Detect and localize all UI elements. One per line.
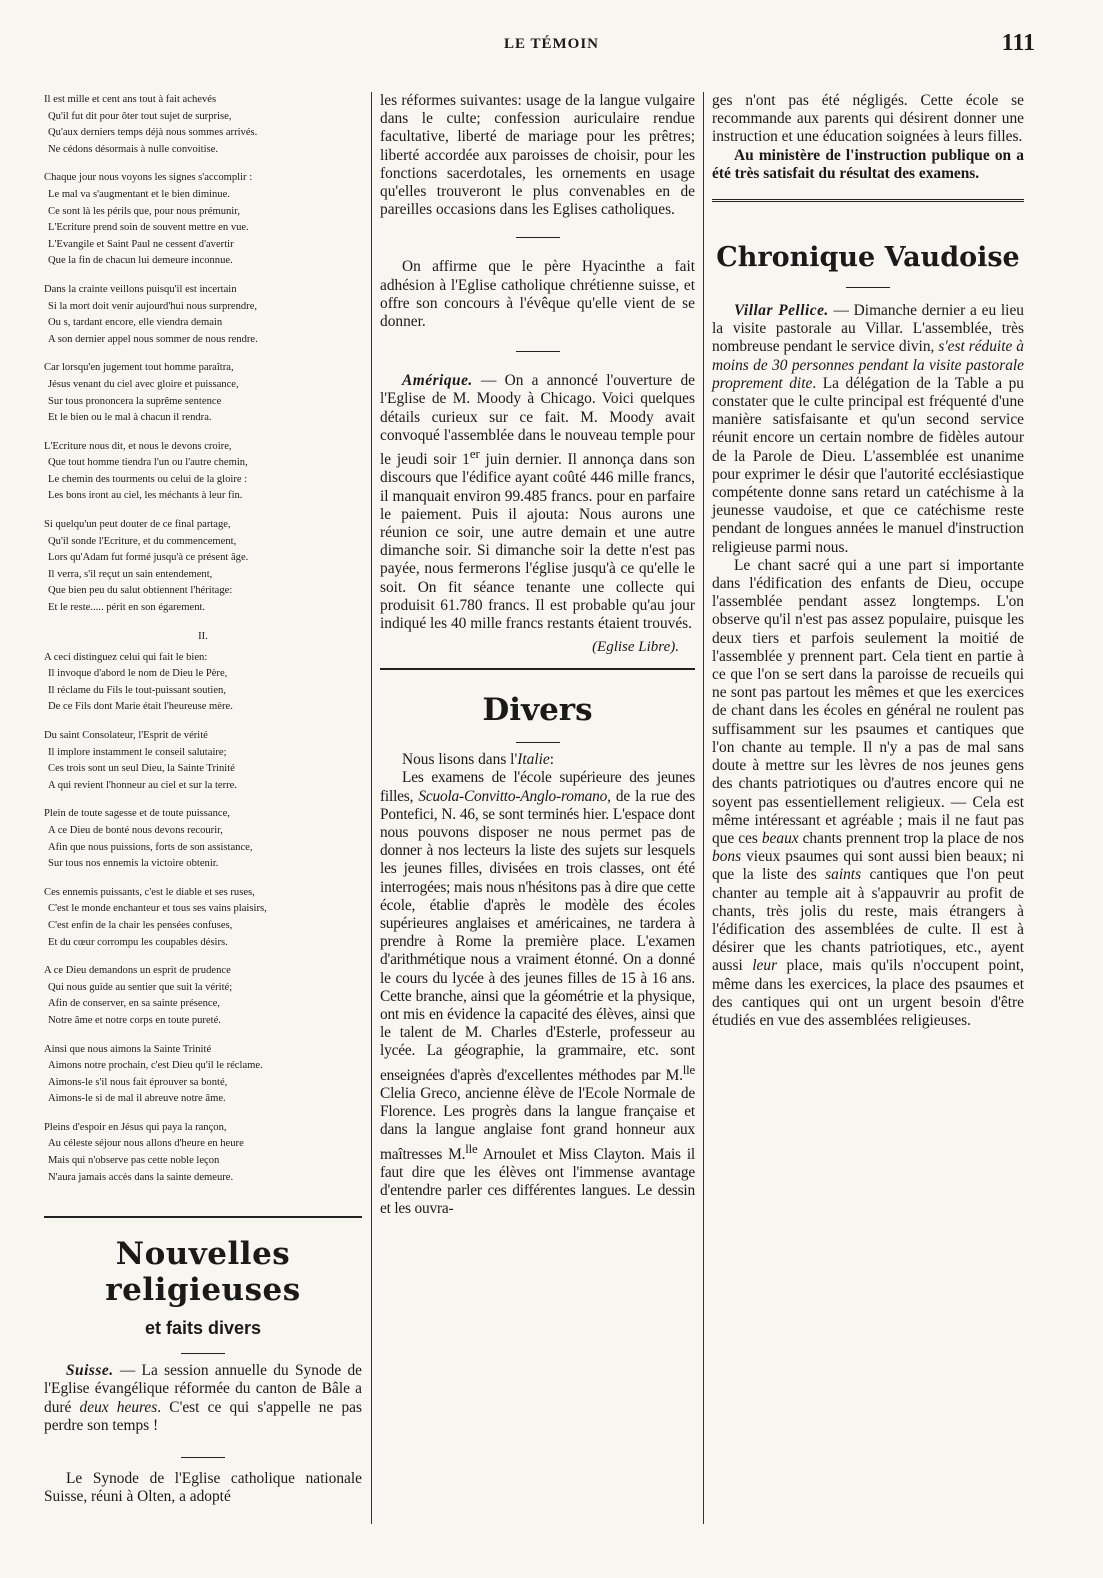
divers-text-c: Clelia Greco, ancienne élève de l'Ecole Normale de Florence. Les progrès dans la langue française et dans la langue anglaise font grand honneur aux maîtresses M. xyxy=(380,1084,695,1163)
poem-part-one xyxy=(44,92,362,617)
poem-line: Notre âme et notre corps en toute pureté. xyxy=(48,1014,221,1026)
short-rule xyxy=(181,1353,225,1354)
poem-stanza xyxy=(44,170,362,270)
poem-stanza xyxy=(44,92,362,158)
poem-line: Jésus venant du ciel avec gloire et puissance, xyxy=(48,378,239,390)
chronique-text-c: Le chant sacré qui a une part si importante dans l'édification des enfants de Dieu, occupe l'assemblée pendant assez longtemps. L'on observe qu'il n'est pas assez populaire, puisque les deux tiers et parfois seulement la moitié de l'assemblée y prennent part. Cela tient en partie à ce que l'on se sert dans la paroisse de recueils qui ne sont pas partout les mêmes et que les exercices de chant dans les écoles en général ne roulent pas suffisamment sur les psaumes et cantiques que l'on chante au temple. Il n'y a pas de mal sans doute à mettre sur les lèvres de nos jeunes gens des chants patriotiques ou d'autres encore qui ne soyent pas essentiellement religieux. — Cela est même intéressant et agréable ; mais il ne faut pas que ces xyxy=(712,556,1024,847)
chronique-text-d: chants prennent trop la place de nos xyxy=(798,829,1024,847)
amerique-text-end: juin dernier. Il annonça dans son discours que l'édifice ayant coûté 446 mille francs, il manquait environ 99.485 francs. pour en parfaire le paiement. Puis il ajouta: Nous aurons une réunion ce soir, une autre demain et une autre dimanche soir. Si dimanche soir la dette n'est pas payée, nous fermerons l'église jusqu'à ce qu'elle le soit. On fit séance tenante une collecte qui produisit 61.780 francs. Il est probable qu'au jour indiqué les 40 mille francs restants étaient trouvés. xyxy=(380,451,695,632)
divers-ministere-paragraph: Au ministère de l'instruction publique on a été très satisfait du résultat des examens. xyxy=(712,146,1024,182)
divers-intro-emphasis: Italie xyxy=(517,751,550,769)
column-middle xyxy=(380,92,695,1219)
divers-paragraph xyxy=(380,769,695,1218)
divers-intro-colon: : xyxy=(549,751,554,769)
poem-line: Du saint Consolateur, l'Esprit de vérité xyxy=(44,730,208,741)
chronique-heading: Chronique Vaudoise xyxy=(716,242,1020,274)
poem-stanza xyxy=(44,439,362,505)
poem-line: Il invoque d'abord le nom de Dieu le Père, xyxy=(48,668,228,680)
source-attribution: (Eglise Libre). xyxy=(592,639,679,656)
poem-stanza xyxy=(44,1120,362,1186)
poem-stanza xyxy=(44,806,362,872)
superscript: lle xyxy=(465,1141,478,1156)
poem-line: L'Evangile et Saint Paul ne cessent d'avertir xyxy=(48,238,234,250)
short-rule xyxy=(181,1457,225,1458)
poem-line: A son dernier appel nous sommer de nous rendre. xyxy=(48,333,258,345)
poem-line: L'Ecriture prend soin de souvent mettre en vue. xyxy=(48,222,249,234)
poem-line: A qui revient l'honneur au ciel et sur la terre. xyxy=(48,779,237,791)
chronique-article xyxy=(712,302,1024,1030)
poem-line: Pleins d'espoir en Jésus qui paya la rançon, xyxy=(44,1121,227,1133)
poem-line: Sur tous prononcera la suprême sentence xyxy=(48,395,222,407)
poem-line: Le mal va s'augmentant et le bien diminue. xyxy=(48,188,230,200)
superscript: lle xyxy=(682,1062,695,1077)
page-number: 111 xyxy=(1001,30,1035,56)
poem-line: Dans la crainte veillons puisqu'il est incertain xyxy=(44,283,237,295)
column-divider xyxy=(371,92,372,1524)
poem-stanza xyxy=(44,360,362,426)
poem-line: A ce Dieu de bonté nous devons recourir, xyxy=(48,824,223,836)
poem-line: Qu'il sonde l'Ecriture, et du commencement, xyxy=(48,535,237,547)
hyacinthe-article xyxy=(380,258,695,331)
suisse-paragraph xyxy=(44,1362,362,1435)
chronique-paragraph-2 xyxy=(712,557,1024,1030)
poem-line: A ceci distinguez celui qui fait le bien: xyxy=(44,651,208,663)
poem-line: Et le reste..... périt en son égarement. xyxy=(48,602,206,614)
poem-line: Plein de toute sagesse et de toute puissance, xyxy=(44,808,230,820)
divers-text-d: Arnoulet et Miss Clayton. Mais il faut dire que les élèves ont l'immense avantage d'entendre parler ces différentes langues. Le dessin et les ouvra- xyxy=(380,1145,696,1218)
divers-continuation xyxy=(712,92,1024,183)
poem-line: Que la fin de chacun lui demeure inconnue. xyxy=(48,255,233,267)
divers-continuation-paragraph: ges n'ont pas été négligés. Cette école se recommande aux parents qui désirent donner une instruction et une éducation soignées à leurs filles. xyxy=(712,92,1024,146)
divers-text-b: , de la rue des Pontefici, N. 46, se sont terminés hier. L'espace dont nous pouvons disposer ne nous permet pas de donner à nos lecteurs la liste des sujets sur lesquels les jeunes filles, divisées en trois classes, ont été interrogées; mais nous n'hésitons pas à dire que cette école, établie d'après le modèle des écoles supérieures anglaises et américaines, ne tardera à prendre à Rome la première place. L'examen d'arithmétique nous a vraiment étonné. On a donné le cours du lycée à des jeunes filles de 15 à 16 ans. Cette branche, ainsi que la géométrie et la physique, ont mis en évidence la capacité des élèves, ainsi que le talent de M. Charles d'Esterle, professeur au lycée. La géographie, la grammaire, etc. sont enseignées d'après d'excellentes méthodes par M. xyxy=(380,787,695,1084)
poem-stanza xyxy=(44,728,362,794)
poem-line: Et du cœur corrompu les coupables désirs. xyxy=(48,936,228,948)
poem-line: Ou s, tardant encore, elle viendra demain xyxy=(48,317,223,329)
poem-line: Que bien peu du salut obtiennent l'héritage: xyxy=(48,585,233,597)
chronique-text: — Dimanche dernier a eu lieu la visite pastorale au Villar. L'assemblée, très nombreuse pendant le service divin, xyxy=(712,302,1024,356)
divers-intro xyxy=(380,751,695,769)
divers-intro-text: Nous lisons dans l' xyxy=(402,751,518,769)
poem-line: Lors qu'Adam fut formé jusqu'à ce présent âge. xyxy=(48,552,249,564)
short-rule xyxy=(516,742,560,743)
poem-line: Afin que nous puissions, forts de son assistance, xyxy=(48,841,253,853)
amerique-text: — On a annoncé l'ouverture de l'Eglise de M. Moody à Chicago. Voici quelques détails curieux sur ce fait. M. Moody avait convoqué l'assemblée dans le nouveau temple pour le jeudi soir 1 xyxy=(380,372,695,469)
poem-line: Aimons-le s'il nous fait éprouver sa bonté, xyxy=(48,1076,228,1088)
section-divider xyxy=(380,668,695,670)
hyacinthe-paragraph: On affirme que le père Hyacinthe a fait adhésion à l'Eglise catholique chrétienne suisse, et offre son concours à l'évêque qu'elle vient de se donner. xyxy=(380,258,695,331)
chronique-paragraph-1 xyxy=(712,302,1024,557)
section-divider xyxy=(712,199,1024,202)
short-rule xyxy=(516,351,560,352)
divers-emphasis: Scuola-Convitto-Anglo-romano xyxy=(418,787,608,805)
chronique-emphasis: saints xyxy=(825,866,862,884)
divers-article xyxy=(380,751,695,1218)
nouvelles-heading: Nouvelles religieuses xyxy=(105,1236,301,1309)
suisse-rubric: Suisse. xyxy=(66,1362,114,1380)
poem-line: Il implore instamment le conseil salutaire; xyxy=(48,746,227,758)
amerique-paragraph xyxy=(380,372,695,633)
poem-part-two xyxy=(44,650,362,1187)
poem-line: Et le bien ou le mal à chacun il rendra. xyxy=(48,412,212,424)
poem-line: De ce Fils dont Marie était l'heureuse mère. xyxy=(48,701,233,713)
poem-line: Car lorsqu'en jugement tout homme paraîtra, xyxy=(44,362,234,374)
poem-line: A ce Dieu demandons un esprit de prudence xyxy=(44,965,231,977)
poem-stanza xyxy=(44,282,362,348)
poem-line: Au céleste séjour nous allons d'heure en heure xyxy=(48,1138,244,1150)
suisse-emphasis: deux heures xyxy=(79,1398,158,1416)
column-left xyxy=(44,92,362,1506)
page-header xyxy=(0,30,1103,70)
poem-line: Afin de conserver, en sa sainte présence, xyxy=(48,998,220,1010)
synode-paragraph: Le Synode de l'Eglise catholique nationale Suisse, réuni à Olten, a adopté xyxy=(44,1470,362,1506)
reformes-paragraph: les réformes suivantes: usage de la langue vulgaire dans le culte; confession auriculaire rendue facultative, liberté de mariage pour les prêtres; liberté accordée aux paroisses de choisir, pour les fonctions sacerdotales, les ornements en usage qu'elles trouveront le plus convenables en de pareilles occasions dans les Eglises catholiques. xyxy=(380,92,695,219)
section-divider xyxy=(44,1216,362,1218)
poem-line: Il réclame du Fils le tout-puissant soutien, xyxy=(48,684,227,696)
column-right xyxy=(712,92,1024,1030)
poem-line: Qu'il fut dit pour ôter tout sujet de surprise, xyxy=(48,110,232,122)
poem-line: Aimons notre prochain, c'est Dieu qu'il le réclame. xyxy=(48,1060,263,1072)
poem-line: Il verra, s'il reçut un sain entendement, xyxy=(48,568,213,580)
chronique-emphasis: beaux xyxy=(761,829,799,847)
poem-section-mark: II. xyxy=(198,630,208,642)
poem-line: Ces ennemis puissants, c'est le diable et ses ruses, xyxy=(44,886,255,898)
poem-line: Si la mort doit venir aujourd'hui nous surprendre, xyxy=(48,300,258,312)
newspaper-title: LE TÉMOIN xyxy=(504,36,599,52)
suisse-text-end: . C'est ce qui s'appelle ne pas perdre son temps ! xyxy=(44,1398,362,1434)
poem-line: Sur tous nos ennemis la victoire obtenir. xyxy=(48,858,219,870)
poem-line: Ne cédons désormais à nulle convoitise. xyxy=(48,143,219,155)
poem-line: Aimons-le si de mal il abreuve notre âme. xyxy=(48,1093,226,1105)
poem-line: Qui nous guide au sentier que suit la vérité; xyxy=(48,981,233,993)
poem-stanza xyxy=(44,517,362,617)
poem-stanza xyxy=(44,1042,362,1108)
amerique-article xyxy=(380,372,695,656)
villar-rubric: Villar Pellice. xyxy=(734,302,829,320)
poem-stanza xyxy=(44,963,362,1029)
poem-line: Ainsi que nous aimons la Sainte Trinité xyxy=(44,1043,212,1055)
short-rule xyxy=(516,237,560,238)
poem-line: L'Ecriture nous dit, et nous le devons croire, xyxy=(44,440,232,452)
chronique-text-b: . La délégation de la Table a pu constater que le culte principal est fréquenté d'une manière satisfaisante et qu'un second service réunit encore un certain nombre de fidèles autour de la Parole de Dieu. L'assemblée est unanime pour exprimer le désir que l'autorité ecclésiastique compétente donne sans retard un catéchisme à la jeunesse vaudoise, et que ce catéchisme reste pendant de longues années le manuel d'instruction religieuse parmi nous. xyxy=(712,374,1024,556)
nouvelles-subheading: et faits divers xyxy=(144,1318,262,1339)
chronique-emphasis: bons xyxy=(712,848,742,866)
poem-line: Ce sont là les périls que, pour nous prémunir, xyxy=(48,205,240,217)
reformes-article xyxy=(380,92,695,219)
poem-line: Ces trois sont un seul Dieu, la Sainte Trinité xyxy=(48,763,235,775)
divers-text: Les examens de l'école supérieure des jeunes filles, xyxy=(380,769,695,805)
amerique-rubric: Amérique. xyxy=(402,372,473,390)
poem-line: Qu'aux derniers temps déjà nous sommes arrivés. xyxy=(48,127,258,139)
suisse-text: — La session annuelle du Synode de l'Eglise évangélique réformée du canton de Bâle a duré xyxy=(44,1362,362,1416)
chronique-emphasis: s'est réduite à moins de 30 personnes pendant la visite pastorale proprement dite xyxy=(712,338,1024,392)
poem-line: C'est le monde enchanteur et tous ses vains plaisirs, xyxy=(48,903,267,915)
chronique-text-e: vieux psaumes qui sont aussi bien xyxy=(741,848,966,866)
divers-heading: Divers xyxy=(482,692,593,729)
poem-stanza xyxy=(44,885,362,951)
chronique-text-i: place, mais qu'ils n'occupent point, même dans les exercices, la place des psaumes et des cantiques qui ont un urgent besoin d'être étudiés en vue des assemblées religieuses. xyxy=(712,957,1025,1029)
chronique-text-f: beaux xyxy=(965,848,1003,866)
column-divider xyxy=(703,92,704,1524)
poem-line: Mais qui n'observe pas cette noble leçon xyxy=(48,1155,220,1167)
poem-line: Les bons iront au ciel, les méchants à leur fin. xyxy=(48,490,243,502)
synode-article xyxy=(44,1470,362,1506)
poem-line: Que tout homme tiendra l'un ou l'autre chemin, xyxy=(48,457,248,469)
poem-line: N'aura jamais accès dans la sainte demeure. xyxy=(48,1171,234,1183)
poem xyxy=(44,92,362,1186)
superscript: er xyxy=(469,447,480,462)
poem-line: C'est enfin de la chair les pensées confuses, xyxy=(48,919,233,931)
poem-line: Si quelqu'un peut douter de ce final partage, xyxy=(44,519,231,531)
poem-line: Il est mille et cent ans tout à fait achevés xyxy=(44,94,217,105)
chronique-emphasis: leur xyxy=(752,957,778,975)
poem-stanza xyxy=(44,650,362,716)
poem-line: Chaque jour nous voyons les signes s'accomplir : xyxy=(44,172,253,184)
poem-line: Le chemin des tourments ou celui de la gloire : xyxy=(48,473,248,485)
chronique-text-h: cantiques que l'on peut chanter au temple ait à s'appauvrir au profit de chants, très jolis du reste, mais étrangers à l'édification des assemblées de culte. Il est à désirer que les chants patriotiques, etc., ayent aussi xyxy=(712,866,1025,975)
short-rule xyxy=(846,287,890,288)
chronique-text-g: ; ni que la liste des xyxy=(712,848,1024,884)
suisse-article xyxy=(44,1362,362,1435)
